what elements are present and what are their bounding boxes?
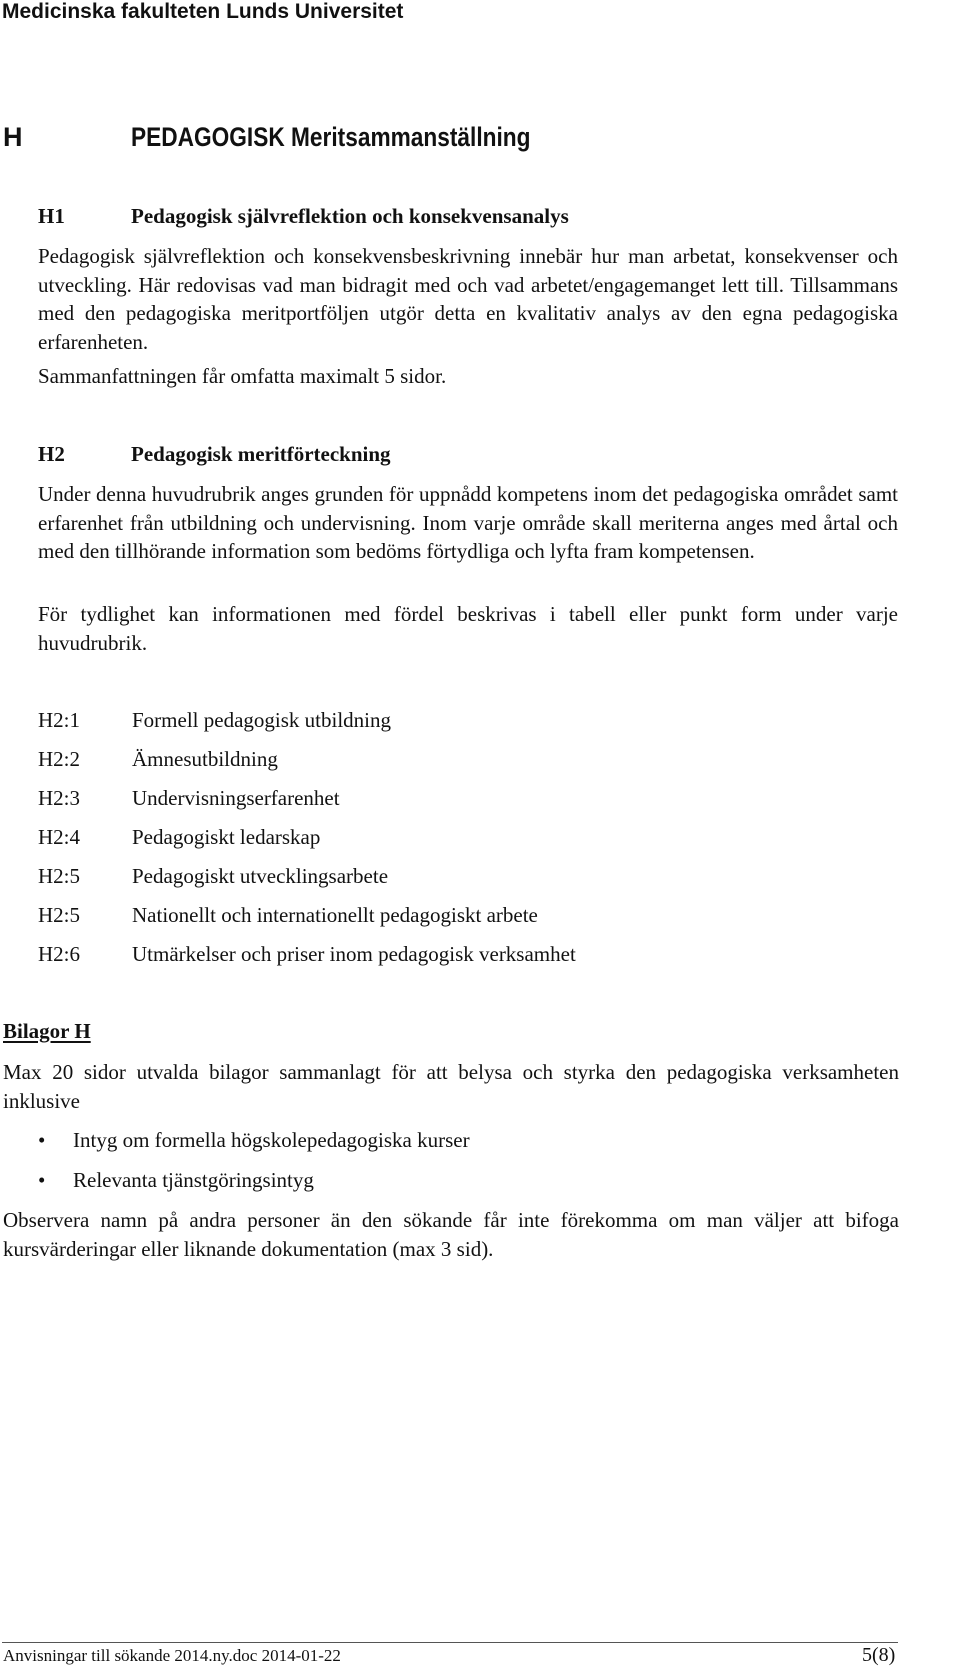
- bullet-icon: •: [38, 1128, 46, 1152]
- h2-item-code: H2:2: [38, 747, 80, 771]
- h1-paragraph-1: Pedagogisk självreflektion och konsekvensbeskrivning innebär hur man arbetat, konsekvenser och utveckling. Här redovisas vad man bidragit med och vad arbetet/engagemanget lett till. Tillsammans med den pedagogiska meritportföljen utgör detta en kvalitativ analys av den egna pedagogiska erfarenheten.: [38, 244, 898, 354]
- h2-item-label: Pedagogiskt ledarskap: [132, 825, 321, 849]
- bilagor-bullet-item: Intyg om formella högskolepedagogiska kurser: [73, 1128, 470, 1152]
- bilagor-bullet-item: Relevanta tjänstgöringsintyg: [73, 1168, 314, 1192]
- bilagor-title: Bilagor H: [3, 1019, 91, 1043]
- section-title: PEDAGOGISK Meritsammanställning: [131, 122, 531, 152]
- h2-item-label: Utmärkelser och priser inom pedagogisk verksamhet: [132, 942, 576, 966]
- h1-code: H1: [38, 204, 65, 228]
- h2-title: Pedagogisk meritförteckning: [131, 442, 391, 466]
- h2-item-code: H2:3: [38, 786, 80, 810]
- h2-item-code: H2:1: [38, 708, 80, 732]
- h2-item-label: Pedagogiskt utvecklingsarbete: [132, 864, 389, 888]
- h2-paragraph-1: Under denna huvudrubrik anges grunden för uppnådd kompetens inom det pedagogiska området samt erfarenhet från utbildning och undervisning. Inom varje område skall meriterna anges med årtal och med den tillhörande information som bedöms förtydliga och lyfta fram kompetensen.: [38, 482, 898, 563]
- section-code: H: [3, 122, 23, 152]
- h2-item-label: Ämnesutbildning: [132, 747, 278, 771]
- h1-paragraph-2: Sammanfattningen får omfatta maximalt 5 sidor.: [38, 364, 447, 388]
- h2-item-code: H2:5: [38, 903, 80, 927]
- h1-title: Pedagogisk självreflektion och konsekvensanalys: [131, 204, 569, 228]
- h2-item-label: Nationellt och internationellt pedagogiskt arbete: [132, 903, 538, 927]
- h2-paragraph-2: För tydlighet kan informationen med fördel beskrivas i tabell eller punkt form under varje huvudrubrik.: [38, 602, 898, 655]
- footer-page-number: 5(8): [862, 1644, 896, 1666]
- bullet-icon: •: [38, 1168, 46, 1192]
- footer-document-info: Anvisningar till sökande 2014.ny.doc 2014-01-22: [3, 1646, 341, 1665]
- footer-divider: [2, 1642, 898, 1643]
- h2-code: H2: [38, 442, 65, 466]
- h2-item-code: H2:5: [38, 864, 80, 888]
- h2-item-label: Undervisningserfarenhet: [132, 786, 340, 810]
- h2-item-code: H2:4: [38, 825, 80, 849]
- h2-item-label: Formell pedagogisk utbildning: [132, 708, 391, 732]
- bilagor-paragraph-1: Max 20 sidor utvalda bilagor sammanlagt för att belysa och styrka den pedagogiska verksamheten inklusive: [3, 1060, 899, 1113]
- document-header: Medicinska fakulteten Lunds Universitet: [2, 0, 404, 23]
- bilagor-paragraph-2: Observera namn på andra personer än den sökande får inte förekomma om man väljer att bifoga kursvärderingar eller liknande dokumentation (max 3 sid).: [3, 1208, 899, 1261]
- h2-item-code: H2:6: [38, 942, 80, 966]
